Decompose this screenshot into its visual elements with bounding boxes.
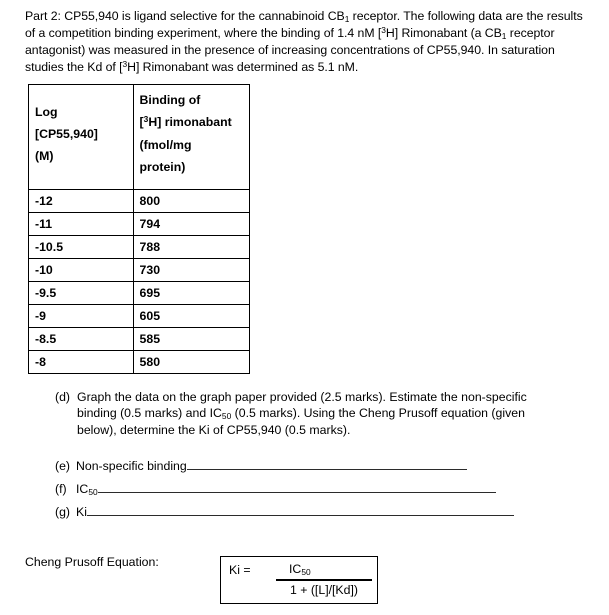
cell-binding-value: 730 [133, 259, 249, 282]
cell-log-concentration: -9 [29, 305, 134, 328]
header-binding [133, 85, 249, 190]
answer-line-g[interactable] [55, 504, 567, 520]
cell-binding-value: 580 [133, 351, 249, 374]
header-log-line1: Log [35, 105, 58, 119]
cell-binding-value: 794 [133, 213, 249, 236]
cb1-subscript-1: 1 [344, 14, 350, 24]
cell-log-concentration: -11 [29, 213, 134, 236]
equation-ki-label: Ki = [229, 563, 251, 577]
answer-e-label: Non-specific binding [76, 459, 187, 473]
header-bracket-open: [ [139, 115, 144, 129]
cell-log-concentration: -8 [29, 351, 134, 374]
cell-log-concentration: -10.5 [29, 236, 134, 259]
answer-e-blank[interactable] [187, 458, 467, 470]
cb1-subscript-2: 1 [501, 31, 507, 42]
table-row [29, 282, 250, 305]
table-row [29, 213, 250, 236]
intro-paragraph [25, 8, 587, 76]
answer-f-label: IC [76, 482, 89, 496]
cell-log-concentration: -10 [29, 259, 134, 282]
equation-fraction [276, 562, 372, 599]
cell-binding-value: 800 [133, 190, 249, 213]
intro-segment-1: Part 2: CP55,940 is ligand selective for the cannabinoid CB [25, 9, 345, 23]
intro-segment-3: H] Rimonabant (a CB [385, 26, 502, 41]
tritium-superscript-header: 3 [143, 114, 149, 124]
answer-line-e[interactable] [55, 458, 567, 474]
table-row [29, 236, 250, 259]
question-d [55, 389, 567, 439]
answer-line-f[interactable] [55, 481, 567, 498]
intro-segment-5: H] Rimonabant was determined as 5.1 nM. [127, 59, 359, 74]
equation-numerator-text: IC [289, 562, 302, 576]
header-binding-line2 [140, 111, 243, 134]
cheng-prusoff-label: Cheng Prusoff Equation: [25, 555, 159, 569]
cell-binding-value: 695 [133, 282, 249, 305]
header-binding-line1: Binding of [139, 93, 201, 107]
tritium-superscript-2: 3 [122, 58, 128, 69]
header-log-line2: [CP55,940] [35, 127, 98, 141]
cell-log-concentration: -12 [29, 190, 134, 213]
question-d-text [77, 389, 567, 439]
table-row [29, 305, 250, 328]
binding-data-table [28, 84, 250, 374]
header-binding-line4: protein) [139, 160, 186, 174]
table-body [29, 190, 250, 374]
cheng-prusoff-equation-box [220, 556, 378, 604]
tritium-superscript-1: 3 [381, 25, 386, 36]
question-d-text-part2: (0.5 marks). Using the Cheng Prusoff equation (given below), determine the Ki of CP55,940 (0.5 marks). [77, 406, 525, 438]
answer-g-label: Ki [76, 505, 87, 519]
ic50-subscript-equation: 50 [301, 567, 311, 577]
ic50-subscript-d: 50 [221, 411, 232, 422]
table-row [29, 351, 250, 374]
table-header-row [29, 85, 250, 190]
answer-g-blank[interactable] [87, 504, 514, 516]
cell-binding-value: 605 [133, 305, 249, 328]
answer-f-marker: (f) [55, 482, 67, 496]
table-row [29, 190, 250, 213]
answer-e-marker: (e) [55, 459, 71, 473]
intro-segment-4: receptor antagonist) was measured in the presence of increasing concentrations of CP55,940. In saturation studies the Kd of [ [25, 26, 555, 74]
question-d-marker: (d) [55, 390, 71, 404]
header-rimonabant: H] rimonabant [148, 115, 232, 129]
equation-denominator: 1 + ([L]/[Kd]) [289, 583, 358, 597]
question-d-text-part1: Graph the data on the graph paper provided (2.5 marks). Estimate the non-specific binding (0.5 marks) and IC [77, 390, 527, 421]
answer-g-marker: (g) [55, 505, 71, 519]
answer-f-blank[interactable] [98, 481, 496, 493]
table-row [29, 259, 250, 282]
cell-binding-value: 788 [133, 236, 249, 259]
intro-segment-2: receptor. The following data are the results of a competition binding experiment, where the binding of 1.4 nM [ [25, 9, 583, 41]
cell-binding-value: 585 [133, 328, 249, 351]
header-binding-line3: (fmol/mg [139, 138, 192, 152]
equation-numerator [276, 562, 372, 578]
header-log-line3: (M) [35, 149, 54, 163]
table-row [29, 328, 250, 351]
cell-log-concentration: -8.5 [29, 328, 134, 351]
header-log-concentration [29, 85, 134, 190]
cell-log-concentration: -9.5 [29, 282, 134, 305]
ic50-subscript-f: 50 [88, 487, 98, 497]
